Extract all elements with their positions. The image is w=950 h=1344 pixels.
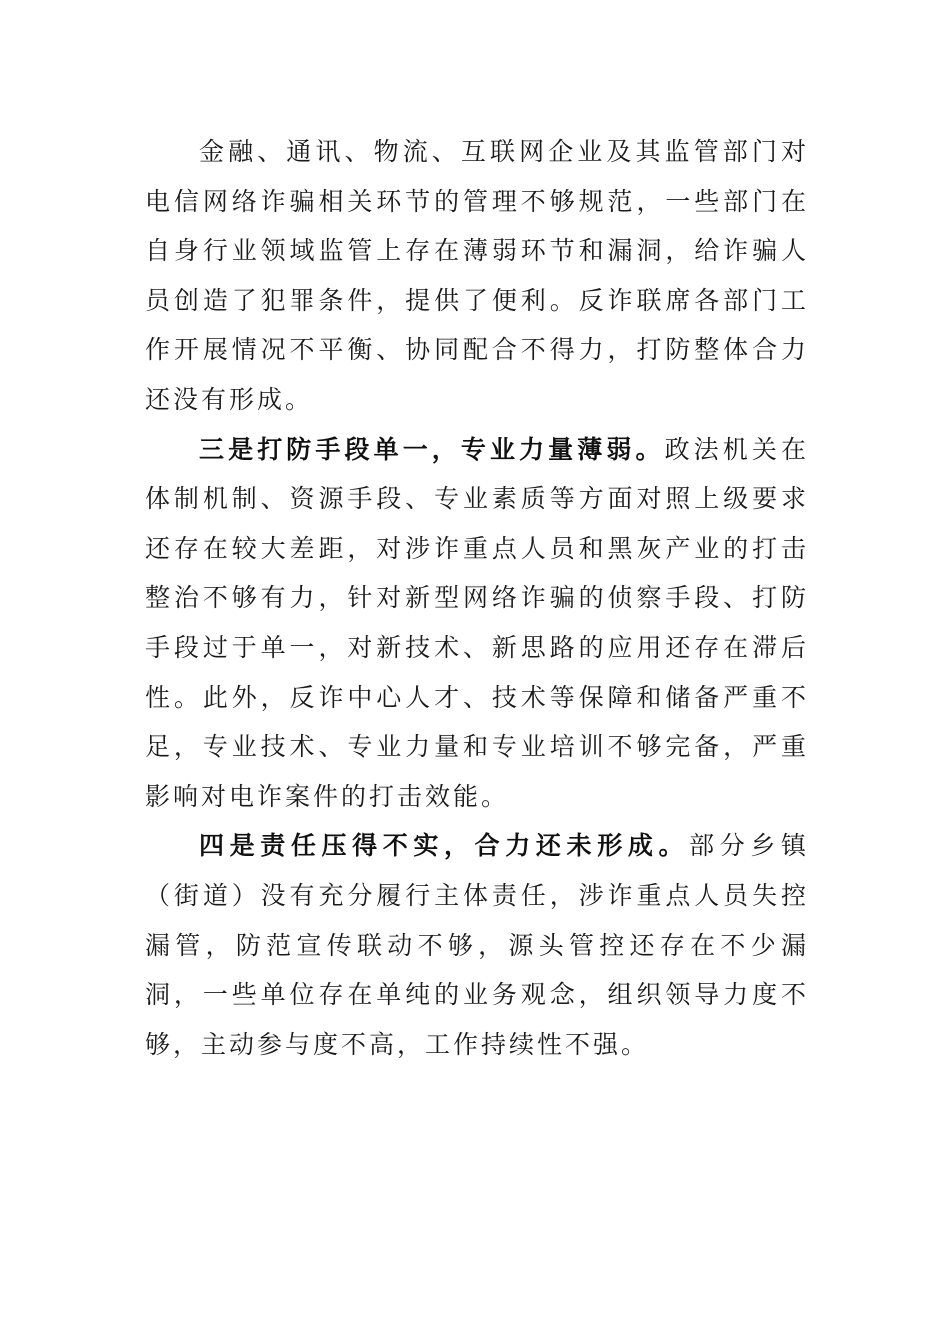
paragraph-point-four [145,821,809,1069]
paragraph-lead: 三是打防手段单一，专业力量薄弱。 [199,434,665,464]
paragraph-text: 金融、通讯、物流、互联网企业及其监管部门对电信网络诈骗相关环节的管理不够规范，一些部门在自身行业领域监管上存在薄弱环节和漏洞，给诈骗人员创造了犯罪条件，提供了便利。反诈联席各部门工作开展情况不平衡、协同配合不得力，打防整体合力还没有形成。 [145,137,809,414]
paragraph-regulation [145,127,809,425]
paragraph-text: 政法机关在体制机制、资源手段、专业素质等方面对照上级要求还存在较大差距，对涉诈重点人员和黑灰产业的打击整治不够有力，针对新型网络诈骗的侦察手段、打防手段过于单一，对新技术、新思路的应用还存在滞后性。此外，反诈中心人才、技术等保障和储备严重不足，专业技术、专业力量和专业培训不够完备，严重影响对电诈案件的打击效能。 [145,434,809,811]
document-body [145,127,809,1069]
paragraph-lead: 四是责任压得不实，合力还未形成。 [199,831,690,861]
paragraph-point-three [145,425,809,822]
paragraph-text: 部分乡镇（街道）没有充分履行主体责任，涉诈重点人员失控漏管，防范宣传联动不够，源头管控还存在不少漏洞，一些单位存在单纯的业务观念，组织领导力度不够，主动参与度不高，工作持续性不强。 [145,831,809,1059]
